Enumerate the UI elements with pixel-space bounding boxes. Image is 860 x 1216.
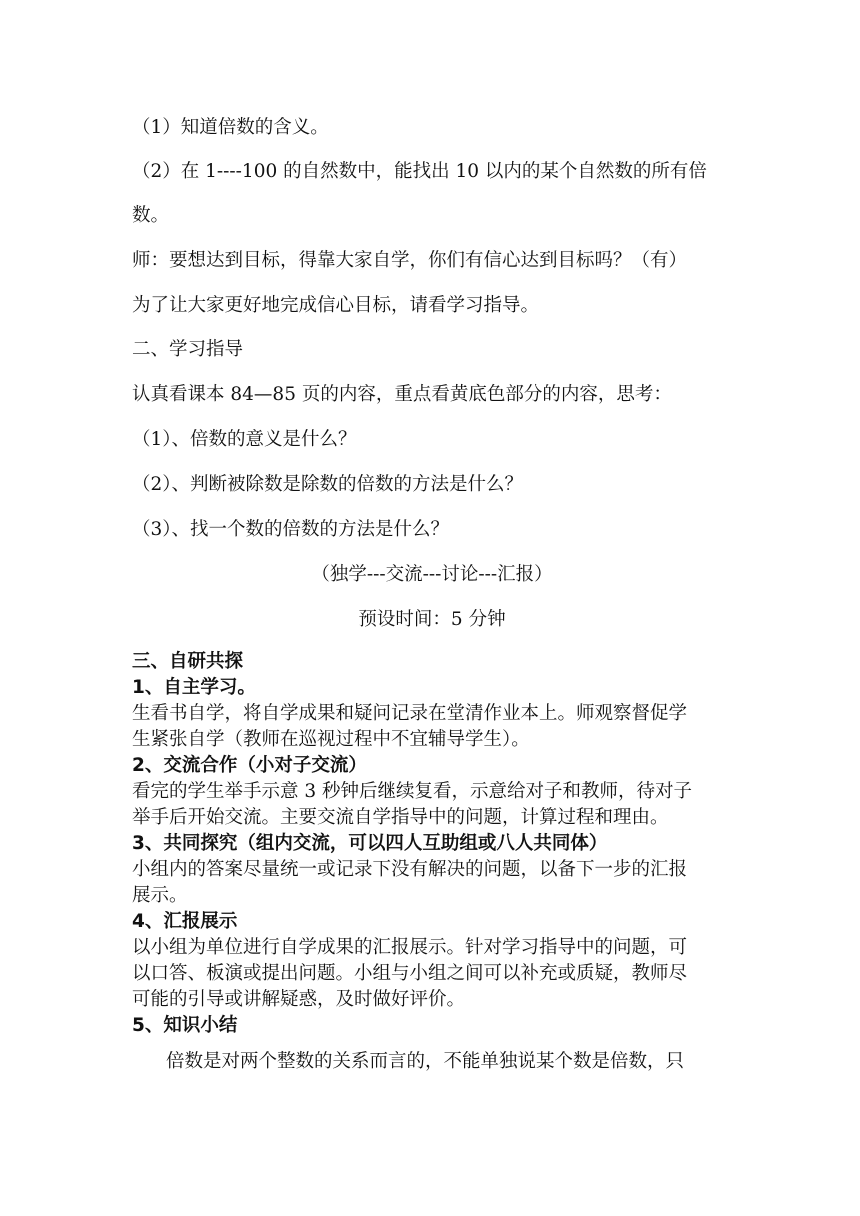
teacher-instruction: 为了让大家更好地完成信心目标，请看学习指导。 xyxy=(132,295,540,316)
preset-time: 预设时间：5 分钟 xyxy=(358,609,506,630)
objective-1: （1）知道倍数的含义。 xyxy=(132,117,329,138)
step-2-heading: 2、交流合作（小对子交流） xyxy=(132,755,367,776)
step-4-text-2: 以口答、板演或提出问题。小组与小组之间可以补充或质疑，教师尽 xyxy=(132,963,688,984)
step-4-heading: 4、汇报展示 xyxy=(132,911,238,932)
objective-2-cont: 数。 xyxy=(132,205,170,226)
guide-question-1: （1）、倍数的意义是什么？ xyxy=(132,429,357,450)
summary-text-1: 倍数是对两个整数的关系而言的，不能单独说某个数是倍数，只 xyxy=(166,1051,685,1072)
step-3-text-1: 小组内的答案尽量统一或记录下没有解决的问题，以备下一步的汇报 xyxy=(132,859,688,880)
study-process: （独学---交流---讨论---汇报） xyxy=(311,564,553,585)
step-3-heading: 3、共同探究（组内交流，可以四人互助组或八人共同体） xyxy=(132,833,608,854)
step-2-text-2: 举手后开始交流。主要交流自学指导中的问题，计算过程和理由。 xyxy=(132,807,669,828)
step-3-text-2: 展示。 xyxy=(132,885,188,906)
step-4-text-3: 可能的引导或讲解疑惑，及时做好评价。 xyxy=(132,989,466,1010)
step-5-heading: 5、知识小结 xyxy=(132,1015,238,1036)
step-2-text-1: 看完的学生举手示意 3 秒钟后继续复看，示意给对子和教师，待对子 xyxy=(132,781,693,802)
objective-2: （2）在 1----100 的自然数中，能找出 10 以内的某个自然数的所有倍 xyxy=(132,161,707,182)
step-1-heading: 1、自主学习。 xyxy=(132,677,256,698)
step-1-text-1: 生看书自学，将自学成果和疑问记录在堂清作业本上。师观察督促学 xyxy=(132,703,688,724)
step-1-text-2: 生紧张自学（教师在巡视过程中不宜辅导学生）。 xyxy=(132,729,530,750)
section-2-heading: 二、学习指导 xyxy=(132,339,244,360)
guide-question-3: （3）、找一个数的倍数的方法是什么？ xyxy=(132,519,450,540)
teacher-question: 师：要想达到目标，得靠大家自学，你们有信心达到目标吗？（有） xyxy=(132,250,688,271)
guide-question-2: （2）、判断被除数是除数的倍数的方法是什么？ xyxy=(132,474,524,495)
step-4-text-1: 以小组为单位进行自学成果的汇报展示。针对学习指导中的问题，可 xyxy=(132,937,688,958)
study-guide-intro: 认真看课本 84—85 页的内容，重点看黄底色部分的内容，思考： xyxy=(132,384,672,405)
section-3-heading: 三、自研共探 xyxy=(132,651,244,672)
